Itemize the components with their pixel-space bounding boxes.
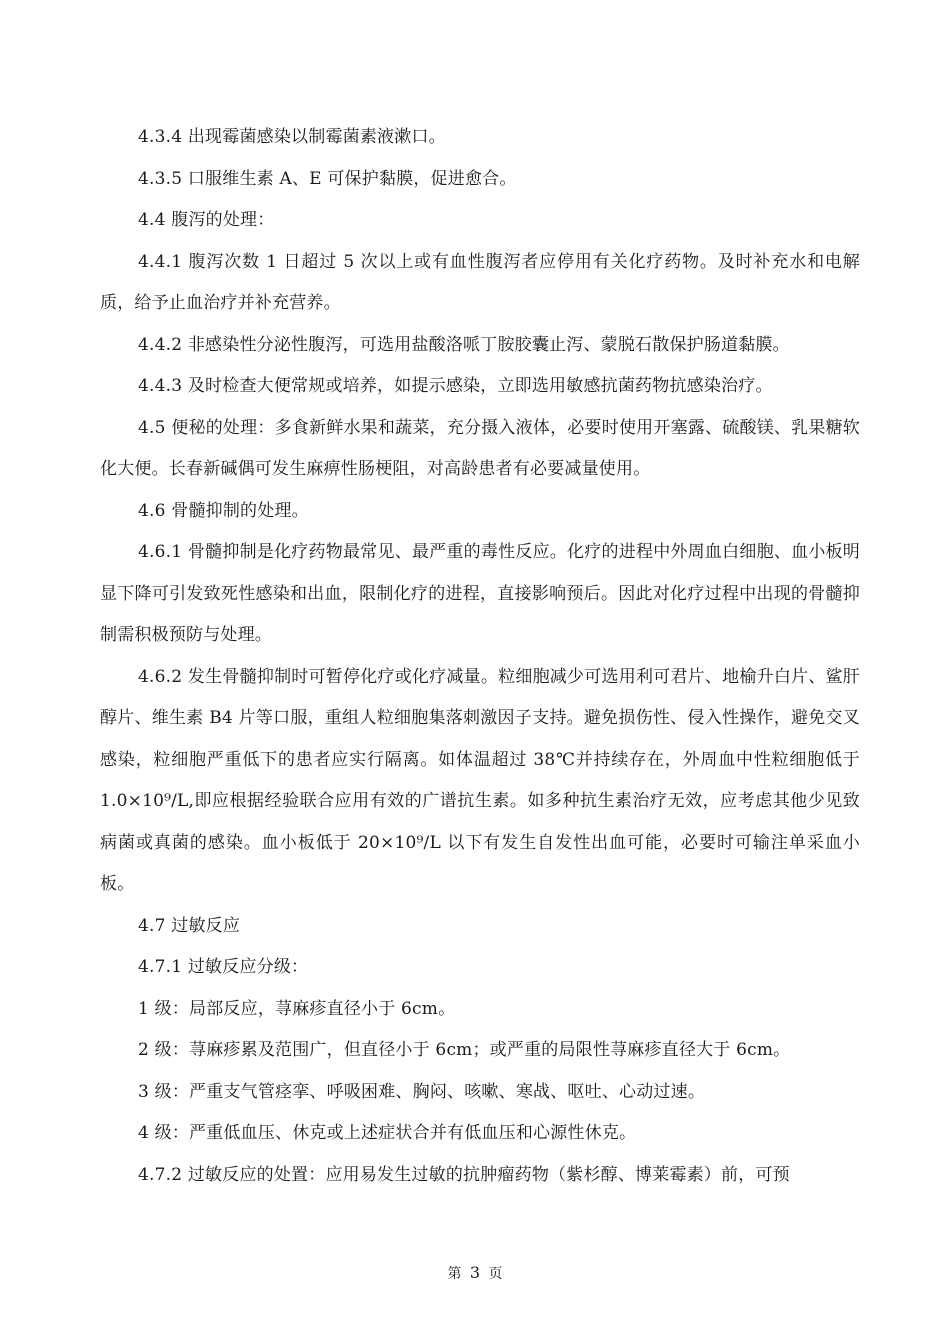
page-body <box>100 117 860 1196</box>
paragraph-4-3-5: 4.3.5 口服维生素 A、E 可保护黏膜，促进愈合。 <box>138 168 517 189</box>
paragraph-4-4-2: 4.4.2 非感染性分泌性腹泻，可选用盐酸洛哌丁胺胶囊止泻、蒙脱石散保护肠道黏膜。 <box>138 334 790 355</box>
heading-4-6: 4.6 骨髓抑制的处理。 <box>138 500 309 521</box>
paragraph-4-4-3: 4.4.3 及时检查大便常规或培养，如提示感染，立即选用敏感抗菌药物抗感染治疗。 <box>138 376 773 396</box>
page-footer <box>0 1263 950 1284</box>
grade-3-item: 3 级：严重支气管痉挛、呼吸困难、胸闷、咳嗽、寒战、呕吐、心动过速。 <box>138 1081 706 1102</box>
page-number: 3 <box>469 1263 481 1282</box>
paragraph-4-3-4: 4.3.4 出现霉菌感染以制霉菌素液漱口。 <box>138 127 446 147</box>
grade-4-item: 4 级：严重低血压、休克或上述症状合并有低血压和心源性休克。 <box>138 1123 637 1143</box>
grade-1-item: 1 级：局部反应，荨麻疹直径小于 6cm。 <box>138 998 456 1019</box>
paragraph-4-4-1: 4.4.1 腹泻次数 1 日超过 5 次以上或有血性腹泻者应停用有关化疗药物。及时补充水和电解质，给予止血治疗并补充营养。 <box>100 251 860 313</box>
heading-4-7-1: 4.7.1 过敏反应分级： <box>138 957 309 977</box>
grade-2-item: 2 级：荨麻疹累及范围广，但直径小于 6cm；或严重的局限性荨麻疹直径大于 6cm。 <box>138 1040 791 1060</box>
heading-4-4: 4.4 腹泻的处理： <box>138 210 275 230</box>
paragraph-4-5: 4.5 便秘的处理：多食新鲜水果和蔬菜，充分摄入液体，必要时使用开塞露、硫酸镁、乳果糖软化大便。长春新碱偶可发生麻痹性肠梗阻，对高龄患者有必要减量使用。 <box>100 417 860 479</box>
paragraph-4-6-2: 4.6.2 发生骨髓抑制时可暂停化疗或化疗减量。粒细胞减少可选用利可君片、地榆升白片、鲨肝醇片、维生素 B4 片等口服，重组人粒细胞集落刺激因子支持。避免损伤性、侵入性操作，避免交叉感染，粒细胞严重低下的患者应实行隔离。如体温超过 38℃并持续存在，外周血中性粒细胞低于 1.0×10⁹/L,即应根据经验联合应用有效的广谱抗生素。如多种抗生素治疗无效，应考虑其他少见致病菌或真菌的感染。血小板低于 20×10⁹/L 以下有发生自发性出血可能，必要时可输注单采血小板。 <box>100 666 860 894</box>
paragraph-4-6-1: 4.6.1 骨髓抑制是化疗药物最常见、最严重的毒性反应。化疗的进程中外周血白细胞、血小板明显下降可引发致死性感染和出血，限制化疗的进程，直接影响预后。因此对化疗过程中出现的骨髓抑制需积极预防与处理。 <box>100 542 860 645</box>
paragraph-4-7-2: 4.7.2 过敏反应的处置：应用易发生过敏的抗肿瘤药物（紫杉醇、博莱霉素）前，可预 <box>138 1164 790 1185</box>
heading-4-7: 4.7 过敏反应 <box>138 915 241 936</box>
footer-suffix: 页 <box>488 1266 503 1282</box>
footer-prefix: 第 <box>447 1266 462 1282</box>
